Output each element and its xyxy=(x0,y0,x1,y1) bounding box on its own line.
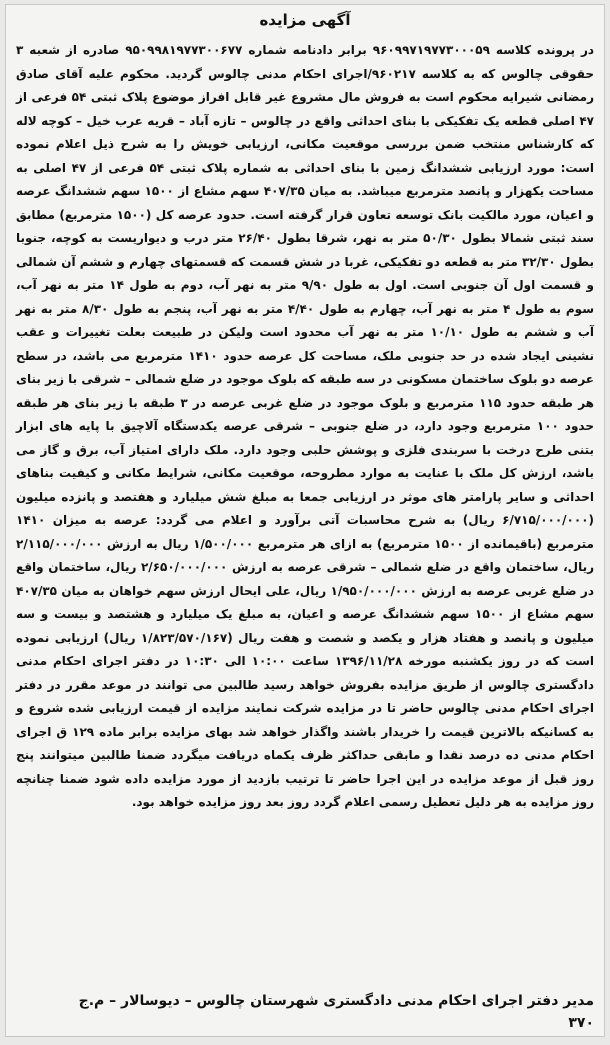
notice-page xyxy=(5,4,605,1037)
notice-signature xyxy=(16,990,594,1034)
notice-body-text: در پرونده کلاسه ۹۶۰۹۹۷۱۹۷۷۳۰۰۰۵۹ برابر دادنامه شماره ۹۵۰۹۹۸۱۹۷۷۳۰۰۶۷۷ صادره از شعبه ۳ حقوقی چالوس که به کلاسه ۹۶۰۲۱۷/اجرای احکام مدنی چالوس گردید. محکوم علیه آقای صادق رمضانی شیرایه محکوم است به فروش مال مشروع غیر قابل افراز موضوع پلاک ثبتی ۵۴ فرعی از ۴۷ اصلی قطعه یک تفکیکی با بنای احداثی واقع در چالوس – تازه آباد – قریه عرب خیل – کوچه لاله که کارشناس منتخب ضمن بررسی موقعیت مکانی، ارزیابی خویش را به شرح ذیل اعلام نموده است: مورد ارزیابی ششدانگ زمین با بنای احداثی به شماره پلاک ثبتی ۵۴ فرعی از ۴۷ اصلی به مساحت یکهزار و پانصد مترمربع میباشد. به میان ۴۰۷/۳۵ سهم مشاع از ۱۵۰۰ سهم ششدانگ عرصه و اعیان، مورد مالکیت بانک توسعه تعاون قرار گرفته است. حدود عرصه کل (۱۵۰۰ مترمربع) مطابق سند ثبتی شمالا بطول ۵۰/۳۰ متر به نهر، شرقا بطول ۲۶/۴۰ متر درب و دیواریست به کوچه، جنوبا بطول ۳۲/۳۰ متر به قطعه دو تفکیکی، غربا در شش قسمت که قسمتهای چهارم و ششم آن شمالی و قسمت اول آن جنوبی است. اول به طول ۹/۹۰ متر به نهر آب، دوم به طول ۱۴ متر به نهر آب، سوم به طول ۴ متر به نهر آب، چهارم به طول ۴/۴۰ متر به نهر آب، پنجم به طول ۸/۳۰ متر به نهر آب و ششم به طول ۱۰/۱۰ متر به نهر آب محدود است ولیکن در طبیعت بعلت تغییرات و عقب نشینی ایجاد شده در حد جنوبی ملک، مساحت کل عرصه حدود ۱۴۱۰ مترمربع می باشد، در سطح عرصه دو بلوک ساختمان مسکونی در سه طبقه که بلوک موجود در ضلع شمالی – شرقی با زیر بنای هر طبقه حدود ۱۱۵ مترمربع و بلوک موجود در ضلع غربی عرصه در ۳ طبقه با زیر بنای هر طبقه حدود ۱۰۰ مترمربع وجود دارد، در ضلع جنوبی – شرقی عرصه یکدستگاه آلاچیق با پایه های ابزار بتنی طرح درخت با سربندی فلزی و پوشش حلبی وجود دارد. ملک دارای امتیاز آب، برق و گاز می باشد، ارزش کل ملک با عنایت به موارد مطروحه، موقعیت مکانی، شرایط مکانی و کیفیت بناهای احداثی و سایر پارامتر های موثر در ارزیابی جمعا به مبلغ شش میلیارد و هفتصد و پانزده میلیون (۶/۷۱۵/۰۰۰/۰۰۰ ریال) به شرح محاسبات آتی برآورد و اعلام می گردد: عرصه به میزان ۱۴۱۰ مترمربع (باقیمانده از ۱۵۰۰ مترمربع) به ازای هر مترمربع ۱/۵۰۰/۰۰۰ ریال به ارزش ۲/۱۱۵/۰۰۰/۰۰۰ ریال، ساختمان واقع در ضلع شمالی – شرقی عرصه به ارزش ۲/۶۵۰/۰۰۰/۰۰۰ ریال، ساختمان واقع در ضلع غربی عرصه به ارزش ۱/۹۵۰/۰۰۰/۰۰۰ ریال، علی ایحال ارزش سهم خواهان به میان ۴۰۷/۳۵ سهم مشاع از ۱۵۰۰ سهم ششدانگ عرصه و اعیان، به مبلغ یک میلیارد و هشتصد و بیست و سه میلیون و پانصد و هفتاد هزار و یکصد و شصت و هفت ریال (۱/۸۲۳/۵۷۰/۱۶۷ ریال) ارزیابی نموده است که در روز یکشنبه مورخه ۱۳۹۶/۱۱/۲۸ ساعت ۱۰:۰۰ الی ۱۰:۳۰ در دفتر اجرای احکام مدنی دادگستری چالوس از طریق مزایده بفروش خواهد رسید طالبین می توانند در موعد مقرر در دفتر اجرای احکام مدنی چالوس حاضر تا در مزایده شرکت نمایند مزایده از قیمت ارزیابی شده شروع و به کسانیکه بالاترین قیمت را خریدار باشند واگذار خواهد شد بهای مزایده برابر ماده ۱۲۹ ق اجرای احکام مدنی ده درصد نقدا و مابقی حداکثر ظرف یکماه دریافت میگردد ضمنا طالبین میتوانند پنج روز قبل از موعد مزایده در این اجرا حاضر تا ترتیب بازدید از مورد مزایده داده شود ضمنا چنانچه روز مزایده به هر دلیل تعطیل رسمی اعلام گردد روز بعد روز مزایده خواهد بود. xyxy=(16,43,595,809)
notice-title: آگهی مزایده xyxy=(259,11,351,29)
signature-line: مدیر دفتر اجرای احکام مدنی دادگستری شهرستان چالوس – دیوسالار – م.ج xyxy=(78,993,594,1009)
notice-number: ۳۷۰ xyxy=(568,1015,594,1031)
notice-body xyxy=(16,39,594,815)
